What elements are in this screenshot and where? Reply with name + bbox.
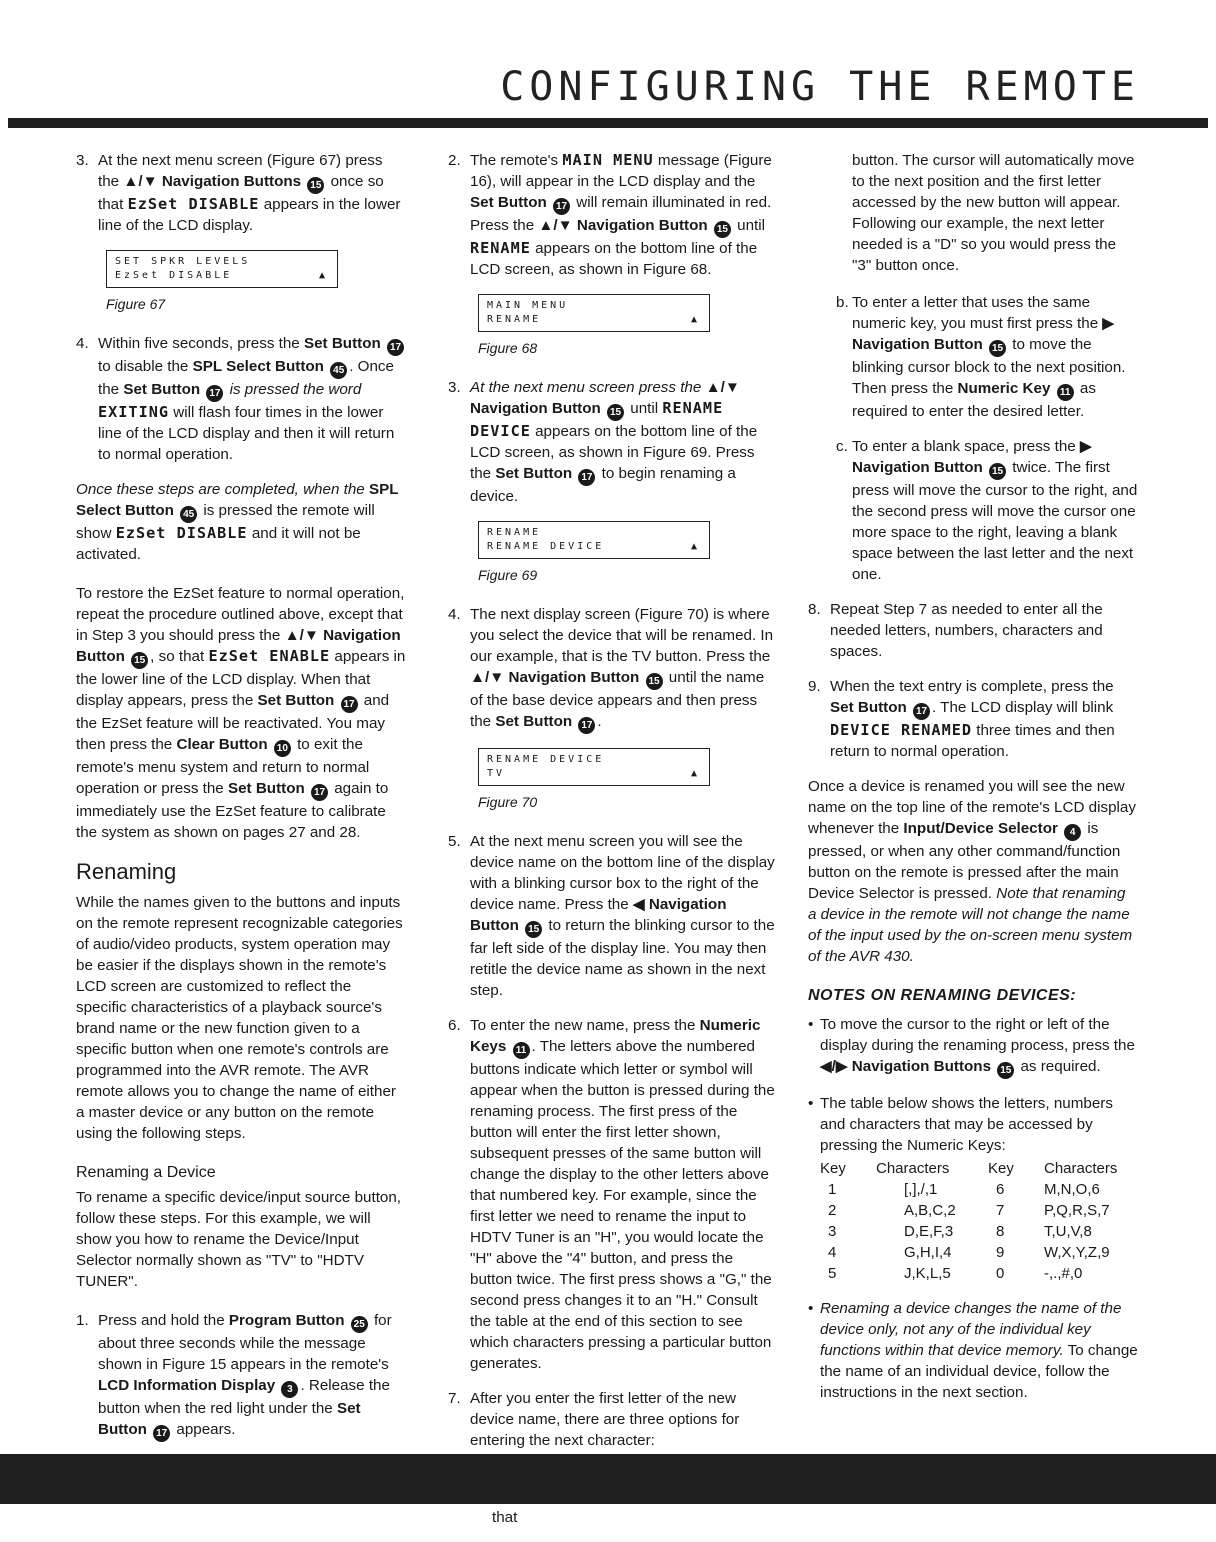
callout-badge: 15 (131, 652, 148, 669)
figure-caption: Figure 67 (106, 296, 166, 312)
callout-badge: 17 (553, 198, 570, 215)
step-2-rename: 2. The remote's MAIN MENU message (Figure 16), will appear in the LCD display and the Set Button 17 will remain illuminated in red. Press the ▲/▼ Navigation Button 15 until RENAME appears on the bottom line of the LCD screen, as shown in Figure 68. (448, 151, 772, 278)
callout-badge: 15 (607, 404, 624, 421)
callout-badge: 45 (180, 506, 197, 523)
subsection-heading-renaming-device: Renaming a Device (76, 1164, 216, 1181)
step-9-rename: 9. When the text entry is complete, press the Set Button 17 . The LCD display will blink DEVICE RENAMED three times and then return to normal operation. (808, 678, 1115, 760)
callout-badge: 45 (330, 362, 347, 379)
step-3-rename: 3. At the next menu screen press the ▲/▼ Navigation Button 15 until RENAME DEVICE appears on the bottom line of the LCD screen, as shown in Figure 69. Press the Set Button 17 to begin renaming a device. (448, 379, 758, 505)
paragraph: To rename a specific device/input source button, follow these steps. For this example, we will show you how to rename the Device/Input Selector normally shown as "TV" to "HDTV TUNER". (76, 1189, 402, 1290)
callout-badge: 17 (387, 339, 404, 356)
callout-badge: 15 (525, 921, 542, 938)
triangle-up-icon: ▲ (690, 314, 697, 325)
section-heading-renaming: Renaming (76, 859, 177, 884)
lcd-figure-67: SET SPKR LEVELS EzSet DISABLE ▲ (106, 250, 338, 288)
paragraph: button. The cursor will automatically move to the next position and the first letter accessed by the new button will appear. Following our example, the next letter needed is a "D" so you would press the "3" button once. (852, 152, 1135, 274)
table-row: 4 G,H,I,4 9 W,X,Y,Z,9 (828, 1244, 1110, 1261)
table-row: 1 [,],/,1 6 M,N,O,6 (828, 1181, 1100, 1198)
page-title: CONFIGURING THE REMOTE (500, 64, 1140, 110)
table-row: 2 A,B,C,2 7 P,Q,R,S,7 (828, 1202, 1110, 1219)
callout-badge: 17 (578, 469, 595, 486)
column-2 (448, 150, 776, 1542)
paragraph: Once these steps are completed, when the SPL Select Button 45 is pressed the remote will show EzSet DISABLE and it will not be activated. (76, 481, 399, 563)
step-4-rename: 4. The next display screen (Figure 70) is where you select the device that will be renamed. In our example, that is the TV button. Press the ▲/▼ Navigation Button 15 until the name of the base device appears and then press the Set Button 17 . (448, 604, 776, 734)
lcd-figure-69: RENAME RENAME DEVICE ▲ (478, 521, 710, 559)
triangle-up-icon: ▲ (318, 270, 325, 281)
header-rule (8, 118, 1208, 128)
triangle-up-icon: ▲ (690, 768, 697, 779)
callout-badge: 17 (913, 703, 930, 720)
callout-badge: 17 (341, 696, 358, 713)
paragraph: Once a device is renamed you will see the new name on the top line of the remote's LCD display whenever the Input/Device Selector 4 is pressed, or when any other command/function button on the remote is pressed after the main Device Selector is pressed. Note that renaming a device in the remote will not change the name of the input used by the on-screen menu system of the AVR 430. (808, 778, 1136, 965)
step-3-ezset: 3. At the next menu screen (Figure 67) press the ▲/▼ Navigation Buttons 15 once so that EzSet DISABLE appears in the lower line of the LCD display. (76, 152, 401, 234)
callout-badge: 17 (311, 784, 328, 801)
paragraph: To restore the EzSet feature to normal operation, repeat the procedure outlined above, except that in Step 3 you should press the ▲/▼ Navigation Button 15 , so that EzSet ENABLE appears in the lower line of the LCD display. When that display appears, press the Set Button 17 and the EzSet feature will be reactivated. You may then press the Clear Button 10 to exit the remote's menu system and return to normal operation or press the Set Button 17 again to immediately use the EzSet feature to calibrate the system as shown on pages 27 and 28. (76, 585, 406, 841)
step-4-ezset: 4. Within five seconds, press the Set Button 17 to disable the SPL Select Button 45 . Once the Set Button 17 is pressed the word EXITING will flash four times in the lower line of the LCD display and then it will return to normal operation. (76, 333, 406, 465)
step-1-rename: 1. Press and hold the Program Button 25 for about three seconds while the message shown in Figure 15 appears in the remote's LCD Information Display 3 . Release the button when the red light under the Set Button 17 appears. (76, 1310, 406, 1442)
figure-caption: Figure 68 (478, 340, 538, 356)
callout-badge: 15 (989, 463, 1006, 480)
figure-caption: Figure 70 (478, 794, 538, 810)
callout-badge: 11 (1057, 384, 1074, 401)
callout-badge: 15 (989, 340, 1006, 357)
step-6-rename: 6. To enter the new name, press the Numeric Keys 11 . The letters above the numbered buttons indicate which letter or symbol will appear when the button is pressed during the renaming process. The first press of the button will enter the first letter shown, subsequent presses of the same button will change the display to the other letters above that numbered key. For example, since the first letter we need to rename the input to HDTV Tuner is an "H", you would locate the "H" above the "4" button, and press the button twice. The first press shows a "G," the second press changes it to an "H." Consult the table at the end of this section to see which characters pressing a particular button generates. (448, 1017, 775, 1372)
triangle-up-icon: ▲ (690, 541, 697, 552)
note-bullet: • To move the cursor to the right or left of the display during the renaming process, press the ◀/▶ Navigation Buttons 15 as required. (808, 1014, 1138, 1079)
bullet-dot-icon: • (808, 1095, 814, 1112)
callout-badge: 3 (281, 1381, 298, 1398)
column-1 (76, 150, 406, 1456)
lcd-figure-70: RENAME DEVICE TV ▲ (478, 748, 710, 786)
callout-badge: 15 (646, 673, 663, 690)
bullet-dot-icon: • (808, 1300, 814, 1317)
callout-badge: 15 (714, 221, 731, 238)
callout-badge: 17 (153, 1425, 170, 1442)
callout-badge: 17 (206, 385, 223, 402)
note-bullet: • Renaming a device changes the name of the device only, not any of the individual key functions within that device memory. To change the name of an individual device, follow the instructions in the next section. (808, 1300, 1138, 1401)
callout-badge: 10 (274, 740, 291, 757)
step-7a-rename: that (492, 1509, 518, 1526)
step-7b-rename: b. To enter a letter that uses the same numeric key, you must first press the ▶ Navigation Button 15 to move the blinking cursor block to the next position. Then press the Numeric Key 11 as required to enter the desired letter. (836, 294, 1126, 420)
bullet-dot-icon: • (808, 1016, 814, 1033)
callout-badge: 11 (513, 1042, 530, 1059)
footer-bar (0, 1454, 1216, 1504)
numeric-key-table (820, 1158, 1117, 1284)
paragraph: While the names given to the buttons and inputs on the remote represent recognizable categories of audio/video products, system operation may be easier if the displays shown in the remote's LCD screen are customized to reflect the specific characteristics of a playback source's brand name or the new function given to a specific button when one remote's controls are programmed into the AVR remote. The AVR remote allows you to change the name of either a master device or any button on the remote using the following steps. (76, 894, 403, 1142)
step-7c-rename: c. To enter a blank space, press the ▶ Navigation Button 15 twice. The first press will move the cursor to the right, and the second press will move the cursor one more space to the right, leaving a blank space between the last letter and the next one. (836, 438, 1138, 583)
figure-caption: Figure 69 (478, 567, 538, 583)
column-3 (808, 150, 1138, 1417)
callout-badge: 4 (1064, 824, 1081, 841)
callout-badge: 15 (997, 1062, 1014, 1079)
callout-badge: 17 (578, 717, 595, 734)
callout-badge: 15 (307, 177, 324, 194)
table-row: 3 D,E,F,3 8 T,U,V,8 (828, 1223, 1092, 1240)
table-row: 5 J,K,L,5 0 -,.,#,0 (828, 1265, 1083, 1282)
step-5-rename: 5. At the next menu screen you will see the device name on the bottom line of the display with a blinking cursor box to the right of the device name. Press the ◀ Navigation Button 15 to return the blinking cursor to the far left side of the display line. You may then retitle the device name as shown in the next step. (448, 833, 775, 999)
step-7-rename: 7. After you enter the first letter of the new device name, there are three options for entering the next character: (448, 1390, 740, 1449)
lcd-figure-68: MAIN MENU RENAME ▲ (478, 294, 710, 332)
notes-heading: NOTES ON RENAMING DEVICES: (808, 987, 1077, 1004)
note-bullet: • The table below shows the letters, numbers and characters that may be accessed by pressing the Numeric Keys: Key Characters Key Characters 1 [,],/,1 6 M,N,O,6 2 A,B,C,2 7 P,Q,R,S,7 3 D,E,F,3 8 T,U,V,8 4 G,H,I,4 9 W,X,Y,Z,9 5 J,K,L,5 0 -,.,#,0 (808, 1095, 1118, 1282)
callout-badge: 25 (351, 1316, 368, 1333)
table-header-row: Key Characters Key Characters (820, 1160, 1118, 1177)
step-8-rename: 8. Repeat Step 7 as needed to enter all the needed letters, numbers, characters and spaces. (808, 601, 1103, 660)
